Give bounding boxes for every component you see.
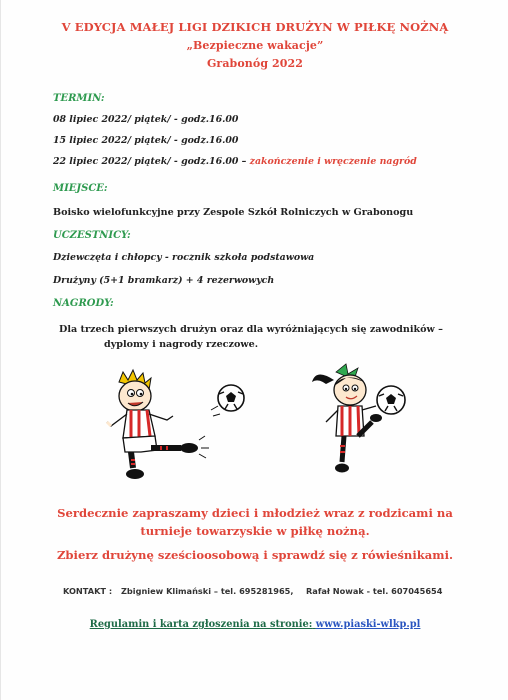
termin-date-1-text: 08 lipiec 2022/ piątek/ - godz.16.00 xyxy=(53,114,239,125)
soccer-ball-icon xyxy=(218,385,244,411)
girl-footballer-illustration xyxy=(306,360,416,480)
miejsce-label: MIEJSCE: xyxy=(53,183,108,194)
invitation-line-3: Zbierz drużynę sześcioosobową i sprawdź się z rówieśnikami. xyxy=(56,548,454,562)
event-title: V EDYCJA MAŁEJ LIGI DZIKICH DRUŻYN W PIŁKĘ NOŻNĄ xyxy=(61,20,449,34)
uczestnicy-line-1: Dziewczęta i chłopcy - rocznik szkoła podstawowa xyxy=(53,252,315,263)
nagrody-line-2: dyplomy i nagrody rzeczowe. xyxy=(104,339,259,350)
nagrody-label: NAGRODY: xyxy=(53,298,114,309)
regulations-footer xyxy=(1,619,508,630)
termin-date-3-note: zakończenie i wręczenie nagród xyxy=(249,156,417,167)
website-link[interactable]: www.piaski-wlkp.pl xyxy=(315,619,421,630)
contact-label: KONTAKT : xyxy=(63,586,113,596)
miejsce-text: Boisko wielofunkcyjne przy Zespole Szkół Rolniczych w Grabonogu xyxy=(53,207,414,218)
termin-date-3 xyxy=(53,156,417,167)
uczestnicy-label: UCZESTNICY: xyxy=(53,230,131,241)
contact-person-1: Zbigniew Klimański – tel. 695281965, xyxy=(121,586,294,596)
event-location-year: Grabonóg 2022 xyxy=(206,57,304,70)
termin-date-1 xyxy=(53,114,238,125)
termin-date-3-text: 22 lipiec 2022/ piątek/ - godz.16.00 – xyxy=(53,156,250,167)
regulations-text: Regulamin i karta zgłoszenia na stronie: xyxy=(89,619,313,630)
soccer-ball-icon xyxy=(377,386,405,414)
termin-label: TERMIN: xyxy=(53,93,105,104)
termin-date-2-text: 15 lipiec 2022/ piątek/ - godz.16.00 xyxy=(53,135,239,146)
uczestnicy-line-2: Drużyny (5+1 bramkarz) + 4 rezerwowych xyxy=(53,275,275,286)
invitation-line-2: turnieje towarzyskie w piłkę nożną. xyxy=(140,524,370,538)
nagrody-line-1: Dla trzech pierwszych drużyn oraz dla wyróżniających się zawodników – xyxy=(59,324,443,335)
invitation-line-1: Serdecznie zapraszamy dzieci i młodzież wraz z rodzicami na xyxy=(57,506,453,520)
contact-person-2: Rafał Nowak - tel. 607045654 xyxy=(306,586,443,596)
event-subtitle: „Bezpieczne wakacje” xyxy=(186,39,324,52)
termin-date-2 xyxy=(53,135,238,146)
boy-footballer-illustration xyxy=(101,368,251,483)
